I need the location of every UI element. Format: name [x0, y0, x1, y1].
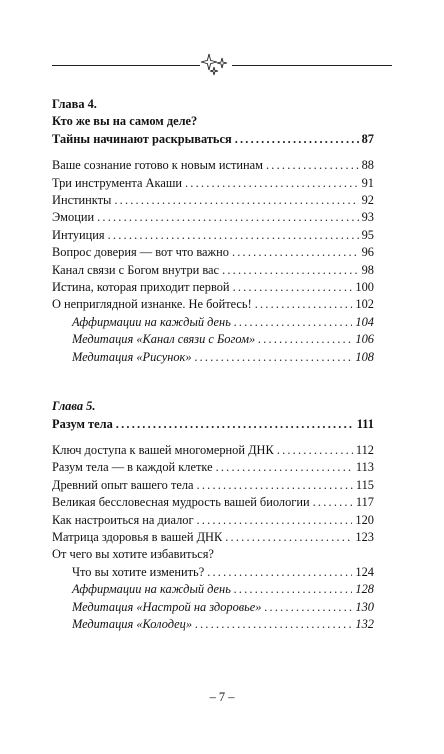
- toc-entry-label: Как настроиться на диалог: [52, 512, 194, 527]
- toc-entry-page: 130: [355, 599, 374, 614]
- toc-entry-page: 87: [361, 131, 374, 146]
- leader-dots: [277, 442, 353, 459]
- toc-entry[interactable]: [52, 244, 374, 261]
- toc-subentry[interactable]: [52, 331, 374, 348]
- stars-icon: [200, 52, 232, 76]
- toc-question[interactable]: От чего вы хотите избавиться?: [52, 547, 214, 562]
- toc-subentry[interactable]: [52, 349, 374, 366]
- toc-entry-label: Инстинкты: [52, 193, 112, 208]
- toc-entry[interactable]: [52, 564, 374, 581]
- toc-entry-label: Тайны начинают раскрываться: [52, 131, 232, 146]
- table-of-contents: [52, 96, 374, 633]
- leader-dots: [232, 244, 359, 261]
- toc-entry-page: 96: [361, 245, 374, 260]
- toc-entry-page: 117: [355, 495, 374, 510]
- leader-dots: [225, 529, 352, 546]
- toc-entry-label: Медитация «Настрой на здоровье»: [72, 599, 262, 614]
- chapter-5-title: Глава 5.: [52, 399, 96, 414]
- toc-entry-page: 124: [355, 564, 374, 579]
- toc-entry-label: Древний опыт вашего тела: [52, 477, 194, 492]
- toc-entry-page: 92: [361, 193, 374, 208]
- toc-entry-page: 88: [361, 158, 374, 173]
- leader-dots: [114, 192, 358, 209]
- toc-entry-page: 112: [355, 442, 374, 457]
- toc-entry-page: 106: [355, 332, 374, 347]
- leader-dots: [235, 131, 359, 148]
- leader-dots: [233, 279, 353, 296]
- toc-entry[interactable]: [52, 192, 374, 209]
- toc-entry-label: Ключ доступа к вашей многомерной ДНК: [52, 442, 274, 457]
- toc-entry[interactable]: [52, 175, 374, 192]
- leader-dots: [108, 227, 359, 244]
- toc-entry-page: 91: [361, 175, 374, 190]
- toc-subentry[interactable]: [52, 616, 374, 633]
- toc-entry-label: Матрица здоровья в вашей ДНК: [52, 529, 223, 544]
- toc-entry[interactable]: [52, 416, 374, 433]
- toc-entry-label: Великая бессловесная мудрость вашей биологии: [52, 495, 310, 510]
- toc-entry-label: Интуиция: [52, 227, 105, 242]
- toc-entry-page: 98: [361, 262, 374, 277]
- leader-dots: [97, 209, 359, 226]
- toc-entry-label: О неприглядной изнанке. Не бойтесь!: [52, 297, 252, 312]
- toc-entry[interactable]: [52, 494, 374, 511]
- toc-entry-page: 111: [356, 416, 374, 431]
- leader-dots: [197, 512, 353, 529]
- toc-entry[interactable]: [52, 529, 374, 546]
- toc-entry[interactable]: [52, 279, 374, 296]
- toc-entry[interactable]: [52, 512, 374, 529]
- ornament-line-right: [232, 65, 392, 66]
- chapter-4-subentries: [52, 314, 374, 366]
- leader-dots: [195, 616, 352, 633]
- leader-dots: [266, 157, 359, 174]
- leader-dots: [265, 599, 353, 616]
- leader-dots: [185, 175, 359, 192]
- leader-dots: [234, 314, 353, 331]
- toc-entry-label: Аффирмации на каждый день: [72, 314, 231, 329]
- toc-entry-label: Канал связи с Богом внутри вас: [52, 262, 220, 277]
- toc-entry[interactable]: [52, 459, 374, 476]
- toc-subentry[interactable]: [52, 314, 374, 331]
- toc-entry-page: 128: [355, 582, 374, 597]
- toc-entry[interactable]: [52, 262, 374, 279]
- toc-entry-page: 104: [355, 314, 374, 329]
- toc-entry-label: Медитация «Колодец»: [72, 616, 193, 631]
- leader-dots: [207, 564, 352, 581]
- toc-subentry[interactable]: [52, 599, 374, 616]
- toc-entry[interactable]: [52, 131, 374, 148]
- toc-entry-label: Что вы хотите изменить?: [72, 564, 205, 579]
- toc-entry[interactable]: [52, 442, 374, 459]
- toc-entry[interactable]: [52, 209, 374, 226]
- toc-entry-page: 113: [355, 460, 374, 475]
- toc-entry-page: 123: [355, 529, 374, 544]
- ornament-line-left: [52, 65, 200, 66]
- page-number: – 7 –: [209, 690, 235, 704]
- toc-entry[interactable]: [52, 477, 374, 494]
- leader-dots: [216, 459, 353, 476]
- toc-entry-label: Медитация «Канал связи с Богом»: [72, 332, 256, 347]
- leader-dots: [258, 331, 352, 348]
- toc-entry-page: 93: [361, 210, 374, 225]
- header-ornament: [52, 52, 392, 76]
- toc-entry-page: 120: [355, 512, 374, 527]
- toc-entry-label: Медитация «Рисунок»: [72, 349, 192, 364]
- chapter-4-subtitle: Кто же вы на самом деле?: [52, 114, 198, 129]
- chapter-5-subentries: [52, 581, 374, 633]
- toc-subentry[interactable]: [52, 581, 374, 598]
- toc-entry-page: 102: [355, 297, 374, 312]
- leader-dots: [255, 296, 353, 313]
- toc-entry-label: Аффирмации на каждый день: [72, 582, 231, 597]
- leader-dots: [195, 349, 353, 366]
- toc-entry-label: Разум тела: [52, 416, 113, 431]
- toc-entry-label: Эмоции: [52, 210, 95, 225]
- leader-dots: [197, 477, 353, 494]
- toc-entry-page: 132: [355, 616, 374, 631]
- chapter-4-entries: [52, 157, 374, 314]
- toc-entry[interactable]: [52, 296, 374, 313]
- toc-entry-label: Ваше сознание готово к новым истинам: [52, 158, 263, 173]
- leader-dots: [222, 262, 359, 279]
- chapter-4-title: Глава 4.: [52, 97, 97, 111]
- toc-entry[interactable]: [52, 157, 374, 174]
- toc-entry-page: 115: [355, 477, 374, 492]
- leader-dots: [116, 416, 354, 433]
- toc-entry-page: 95: [361, 227, 374, 242]
- toc-entry-page: 100: [355, 280, 374, 295]
- toc-entry[interactable]: [52, 227, 374, 244]
- toc-entry-label: Истина, которая приходит первой: [52, 280, 230, 295]
- toc-entry-page: 108: [355, 349, 374, 364]
- toc-entry-label: Разум тела — в каждой клетке: [52, 460, 213, 475]
- toc-entry-label: Вопрос доверия — вот что важно: [52, 245, 229, 260]
- toc-entry-label: Три инструмента Акаши: [52, 175, 182, 190]
- chapter-5-entries: [52, 442, 374, 546]
- leader-dots: [313, 494, 353, 511]
- leader-dots: [234, 581, 353, 598]
